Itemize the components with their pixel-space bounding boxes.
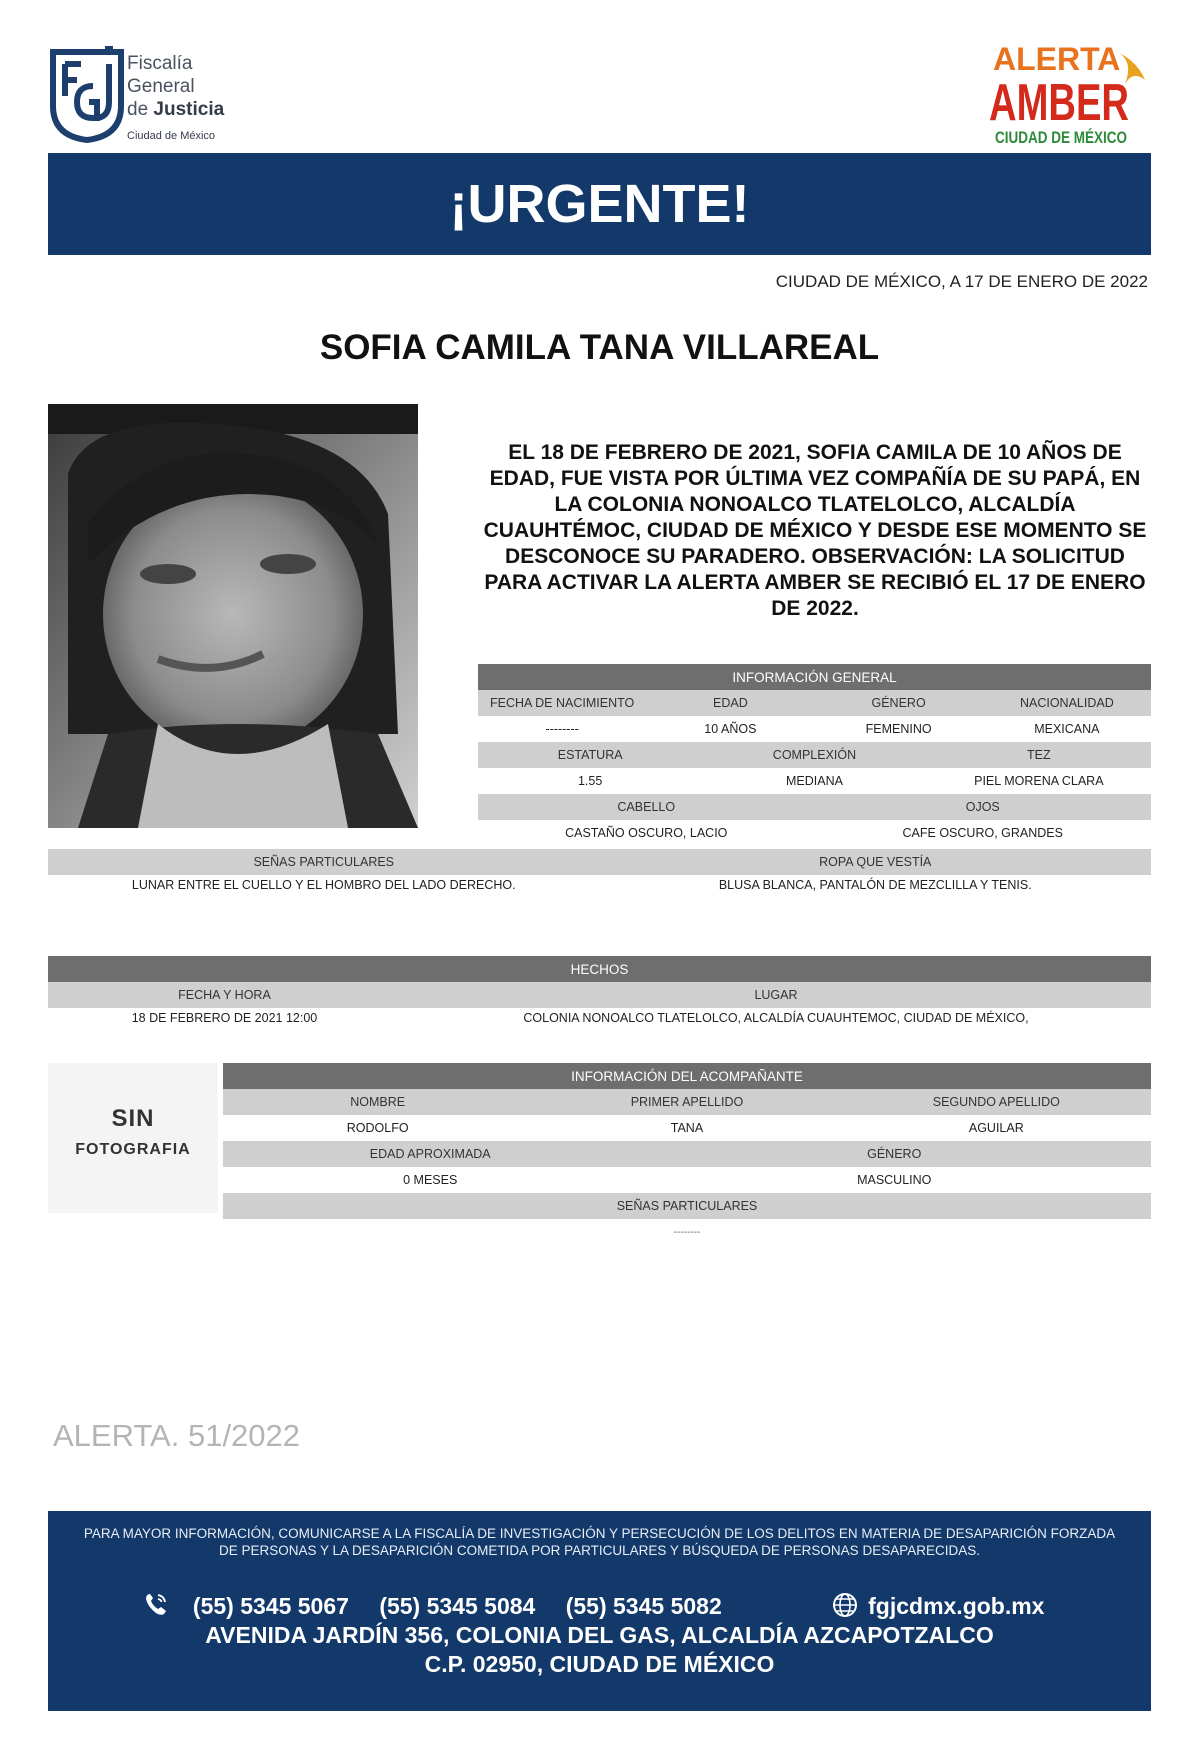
label-nationality: NACIONALIDAD [983,690,1151,716]
missing-person-name: SOFIA CAMILA TANA VILLAREAL [319,328,880,367]
fgj-logo [47,44,237,144]
label-companion-first-surname: PRIMER APELLIDO [532,1089,841,1115]
label-companion-second-surname: SEGUNDO APELLIDO [842,1089,1151,1115]
marks-clothing-table [48,849,1151,895]
contact-footer [48,1511,1151,1711]
label-eyes: OJOS [814,794,1151,820]
label-build: COMPLEXIÓN [702,742,926,768]
fgj-logo-line3-bold: Justicia [153,99,225,120]
label-companion-gender: GÉNERO [637,1141,1151,1167]
alerta-amber-logo-graphic [985,40,1150,150]
label-distinguishing-marks: SEÑAS PARTICULARES [48,849,600,875]
value-companion-marks: -------- [223,1219,1151,1245]
missing-person-photo [48,404,418,828]
label-height: ESTATURA [478,742,702,768]
fgj-emblem-icon [47,44,127,144]
value-birthdate: -------- [478,716,646,742]
alerta-amber-logo [985,40,1150,150]
general-info-title: INFORMACIÓN GENERAL [478,664,1151,690]
general-info-table [478,664,1151,846]
value-companion-age: 0 MESES [223,1167,637,1193]
amber-logo-line2: AMBER [989,74,1129,132]
value-companion-first-surname: TANA [532,1115,841,1141]
value-date-time: 18 DE FEBRERO DE 2021 12:00 [48,1008,401,1028]
footer-contact-line [48,1591,1151,1620]
phone-number-1[interactable]: (55) 5345 5067 [192,1593,349,1619]
value-eyes: CAFE OSCURO, GRANDES [814,820,1151,846]
no-photo-line1: SIN [111,1105,155,1132]
website-link[interactable]: fgjcdmx.gob.mx [868,1593,1045,1619]
companion-no-photo [48,1063,218,1213]
fgj-logo-line1: Fiscalía [127,53,193,74]
value-age: 10 AÑOS [646,716,814,742]
value-build: MEDIANA [702,768,926,794]
fgj-logo-subtitle: Ciudad de México [127,130,216,142]
value-hair: CASTAÑO OSCURO, LACIO [478,820,814,846]
phone-number-3[interactable]: (55) 5345 5082 [565,1593,722,1619]
label-age: EDAD [646,690,814,716]
address-line1: AVENIDA JARDÍN 356, COLONIA DEL GAS, ALCALDÍA AZCAPOTZALCO [205,1622,994,1648]
label-companion-name: NOMBRE [223,1089,532,1115]
alert-number: ALERTA. 51/2022 [53,1418,301,1453]
label-date-time: FECHA Y HORA [48,982,401,1008]
label-hair: CABELLO [478,794,814,820]
label-clothing: ROPA QUE VESTÍA [600,849,1152,875]
no-photo-line2: FOTOGRAFIA [75,1141,191,1158]
value-companion-name: RODOLFO [223,1115,532,1141]
label-place: LUGAR [401,982,1151,1008]
value-place: COLONIA NONOALCO TLATELOLCO, ALCALDÍA CUAUHTEMOC, CIUDAD DE MÉXICO, [401,1008,1151,1028]
companion-info-title: INFORMACIÓN DEL ACOMPAÑANTE [223,1063,1151,1089]
fgj-logo-line2: General [127,76,195,97]
label-companion-marks: SEÑAS PARTICULARES [223,1193,1151,1219]
facts-table [48,956,1151,1028]
amber-logo-line3: CIUDAD DE MÉXICO [995,128,1127,147]
label-gender: GÉNERO [814,690,982,716]
address-line2: C.P. 02950, CIUDAD DE MÉXICO [424,1651,775,1677]
value-clothing: BLUSA BLANCA, PANTALÓN DE MEZCLILLA Y TENIS. [600,875,1152,895]
footer-address [48,1621,1151,1679]
urgent-banner: ¡URGENTE! [48,153,1151,255]
fgj-logo-text [127,52,247,121]
value-complexion: PIEL MORENA CLARA [927,768,1151,794]
value-distinguishing-marks: LUNAR ENTRE EL CUELLO Y EL HOMBRO DEL LADO DERECHO. [48,875,600,895]
value-companion-gender: MASCULINO [637,1167,1151,1193]
portrait-image [48,404,418,828]
amber-logo-line1: ALERTA [993,41,1121,77]
case-description: EL 18 DE FEBRERO DE 2021, SOFIA CAMILA DE 10 AÑOS DE EDAD, FUE VISTA POR ÚLTIMA VEZ COMPAÑÍA DE SU PAPÁ, EN LA COLONIA NONOALCO TLATELOLCO, ALCALDÍA CUAUHTÉMOC, CIUDAD DE MÉXICO Y DESDE ESE MOMENTO SE DESCONOCE SU PARADERO. OBSERVACIÓN: LA SOLICITUD PARA ACTIVAR LA ALERTA AMBER SE RECIBIÓ EL 17 DE ENERO DE 2022. [483,441,1147,620]
globe-icon [830,1592,860,1618]
fgj-logo-line3-pre: de [127,99,149,120]
value-height: 1.55 [478,768,702,794]
value-gender: FEMENINO [814,716,982,742]
value-nationality: MEXICANA [983,716,1151,742]
label-companion-age: EDAD APROXIMADA [223,1141,637,1167]
companion-info-table [223,1063,1151,1245]
phone-icon [143,1591,169,1617]
label-birthdate: FECHA DE NACIMIENTO [478,690,646,716]
facts-title: HECHOS [48,956,1151,982]
phone-number-2[interactable]: (55) 5345 5084 [379,1593,536,1619]
issue-date: CIUDAD DE MÉXICO, A 17 DE ENERO DE 2022 [775,272,1148,291]
label-complexion: TEZ [927,742,1151,768]
footer-note: PARA MAYOR INFORMACIÓN, COMUNICARSE A LA FISCALÍA DE INVESTIGACIÓN Y PERSECUCIÓN DE LOS DELITOS EN MATERIA DE DESAPARICIÓN FORZADA DE PERSONAS Y LA DESAPARICIÓN COMETIDA POR PARTICULARES Y BÚSQUEDA DE PERSONAS DESAPARECIDAS. [83,1526,1116,1558]
value-companion-second-surname: AGUILAR [842,1115,1151,1141]
